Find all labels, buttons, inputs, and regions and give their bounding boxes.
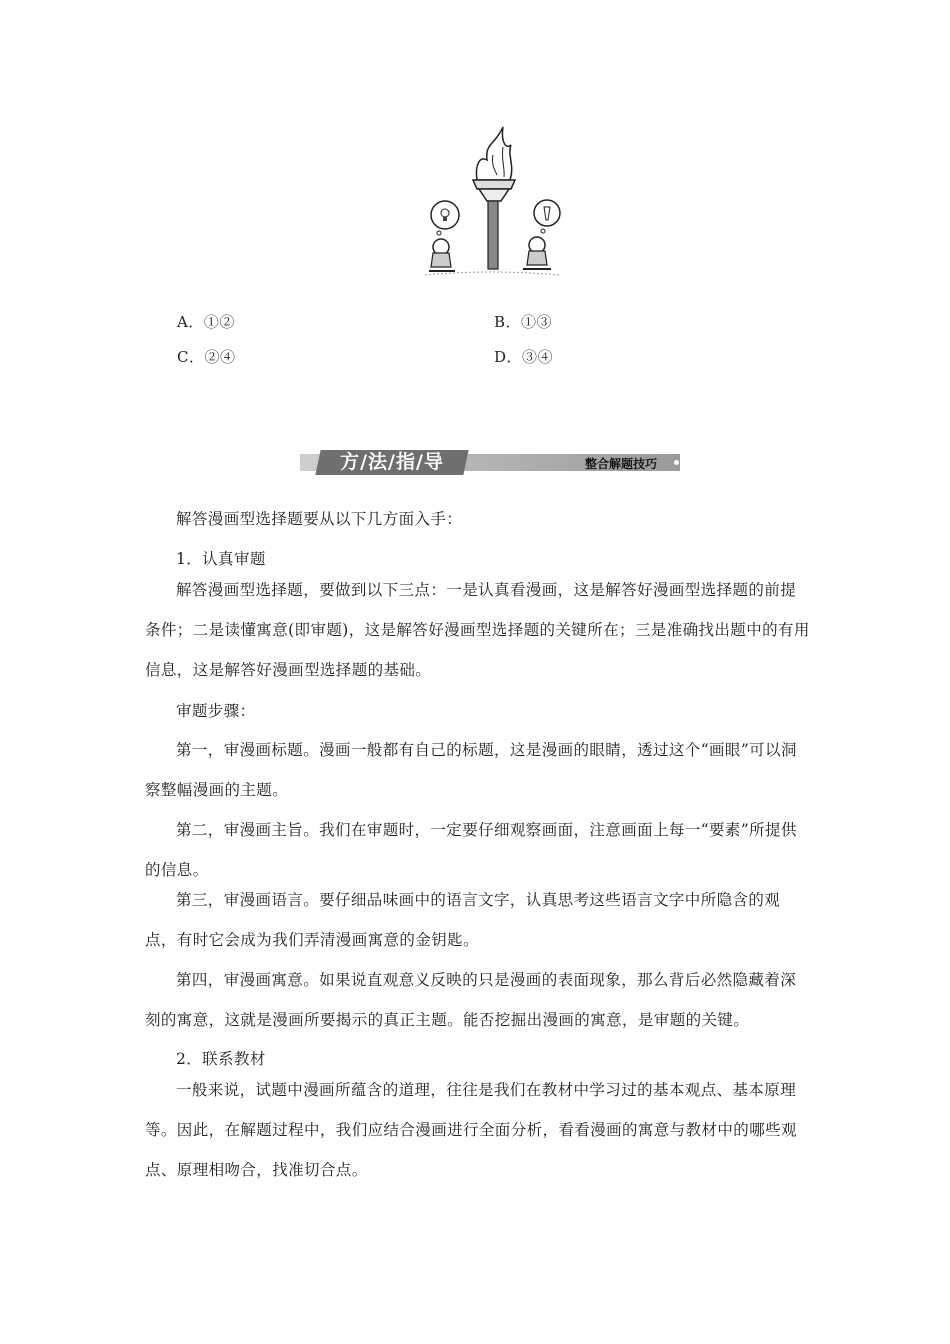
steps-label: 审题步骤： [176,702,256,720]
option-b[interactable]: B．①③ [494,313,553,331]
step-4: 第四，审漫画寓意。如果说直观意义反映的只是漫画的表面现象，那么背后必然隐藏着深刻的寓意，这就是漫画所要揭示的真正主题。能否挖掘出漫画的寓意，是审题的关键。 [145,971,797,1029]
intro-paragraph: 解答漫画型选择题要从以下几方面入手： [176,510,463,528]
section-banner [300,450,685,474]
option-c[interactable]: C．②④ [177,348,236,366]
banner-dot-icon [674,460,679,465]
banner-title: 方/法/指/导 [340,451,444,473]
step-3: 第三，审漫画语言。要仔细品味画中的语言文字，认真思考这些语言文字中所隐含的观点，有时它会成为我们弄清漫画寓意的金钥匙。 [145,891,781,949]
step-2: 第二，审漫画主旨。我们在审题时，一定要仔细观察画面，注意画面上每一“要素”所提供的信息。 [145,821,797,879]
left-thought-bubble-icon [431,201,459,235]
option-d[interactable]: D．③④ [494,348,554,366]
right-figure-icon [523,237,551,269]
heading-careful-review: 1．认真审题 [176,550,266,568]
step-1: 第一，审漫画标题。漫画一般都有自己的标题，这是漫画的眼睛，透过这个“画眼”可以洞察整幅漫画的主题。 [145,741,797,799]
paragraph-textbook: 一般来说，试题中漫画所蕴含的道理，往往是我们在教材中学习过的基本观点、基本原理等。因此，在解题过程中，我们应结合漫画进行全面分析，看看漫画的寓意与教材中的哪些观点、原理相吻合，找准切合点。 [145,1081,797,1179]
torch-cartoon-illustration [415,125,565,280]
torch-icon [473,180,515,269]
left-figure-icon [429,239,455,271]
right-thought-bubble-icon [534,200,560,233]
heading-link-textbook: 2．联系教材 [176,1050,266,1068]
banner-subtitle: 整合解题技巧 [585,457,658,471]
paragraph-review: 解答漫画型选择题，要做到以下三点：一是认真看漫画，这是解答好漫画型选择题的前提条件；二是读懂寓意(即审题)，这是解答好漫画型选择题的关键所在；三是准确找出题中的有用信息，这是解答好漫画型选择题的基础。 [145,581,810,679]
option-a[interactable]: A．①② [177,313,235,331]
flame-icon [476,127,511,180]
